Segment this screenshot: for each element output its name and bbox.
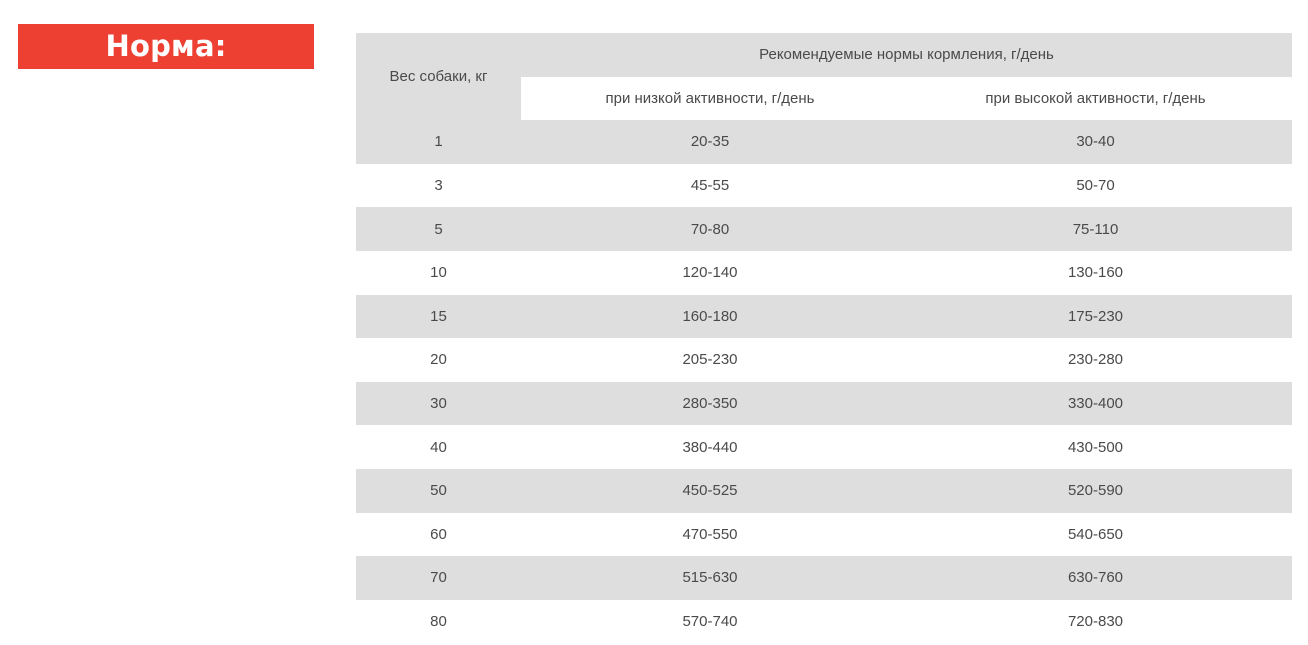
page-title: Норма: <box>105 29 227 63</box>
cell-low: 120-140 <box>521 251 899 295</box>
cell-high: 230-280 <box>899 338 1292 382</box>
cell-high: 630-760 <box>899 556 1292 600</box>
cell-weight: 50 <box>356 469 521 513</box>
cell-high: 30-40 <box>899 120 1292 164</box>
cell-low: 570-740 <box>521 600 899 644</box>
table-row <box>356 164 1292 208</box>
header-low-activity: при низкой активности, г/день <box>521 77 899 121</box>
table-header-row <box>356 33 1292 77</box>
cell-weight: 3 <box>356 164 521 208</box>
cell-weight: 80 <box>356 600 521 644</box>
cell-weight: 60 <box>356 513 521 557</box>
cell-weight: 20 <box>356 338 521 382</box>
table-row <box>356 600 1292 644</box>
table-row <box>356 469 1292 513</box>
table-row <box>356 251 1292 295</box>
cell-weight: 15 <box>356 295 521 339</box>
cell-low: 380-440 <box>521 425 899 469</box>
table-row <box>356 207 1292 251</box>
table-row <box>356 556 1292 600</box>
cell-low: 160-180 <box>521 295 899 339</box>
cell-high: 520-590 <box>899 469 1292 513</box>
cell-low: 470-550 <box>521 513 899 557</box>
cell-high: 430-500 <box>899 425 1292 469</box>
cell-high: 75-110 <box>899 207 1292 251</box>
cell-high: 720-830 <box>899 600 1292 644</box>
table-row <box>356 295 1292 339</box>
cell-low: 205-230 <box>521 338 899 382</box>
cell-weight: 40 <box>356 425 521 469</box>
cell-high: 540-650 <box>899 513 1292 557</box>
feeding-norms-table <box>356 33 1292 643</box>
cell-low: 45-55 <box>521 164 899 208</box>
table-row <box>356 513 1292 557</box>
table-row <box>356 425 1292 469</box>
cell-weight: 10 <box>356 251 521 295</box>
cell-low: 20-35 <box>521 120 899 164</box>
cell-weight: 5 <box>356 207 521 251</box>
header-weight: Вес собаки, кг <box>356 33 521 120</box>
cell-low: 70-80 <box>521 207 899 251</box>
cell-weight: 1 <box>356 120 521 164</box>
cell-high: 330-400 <box>899 382 1292 426</box>
cell-low: 280-350 <box>521 382 899 426</box>
cell-weight: 70 <box>356 556 521 600</box>
cell-high: 50-70 <box>899 164 1292 208</box>
cell-low: 450-525 <box>521 469 899 513</box>
cell-high: 130-160 <box>899 251 1292 295</box>
title-banner <box>18 24 314 69</box>
header-norms-group: Рекомендуемые нормы кормления, г/день <box>521 33 1292 77</box>
table-row <box>356 120 1292 164</box>
table-row <box>356 338 1292 382</box>
header-high-activity: при высокой активности, г/день <box>899 77 1292 121</box>
cell-high: 175-230 <box>899 295 1292 339</box>
cell-weight: 30 <box>356 382 521 426</box>
table-row <box>356 382 1292 426</box>
cell-low: 515-630 <box>521 556 899 600</box>
